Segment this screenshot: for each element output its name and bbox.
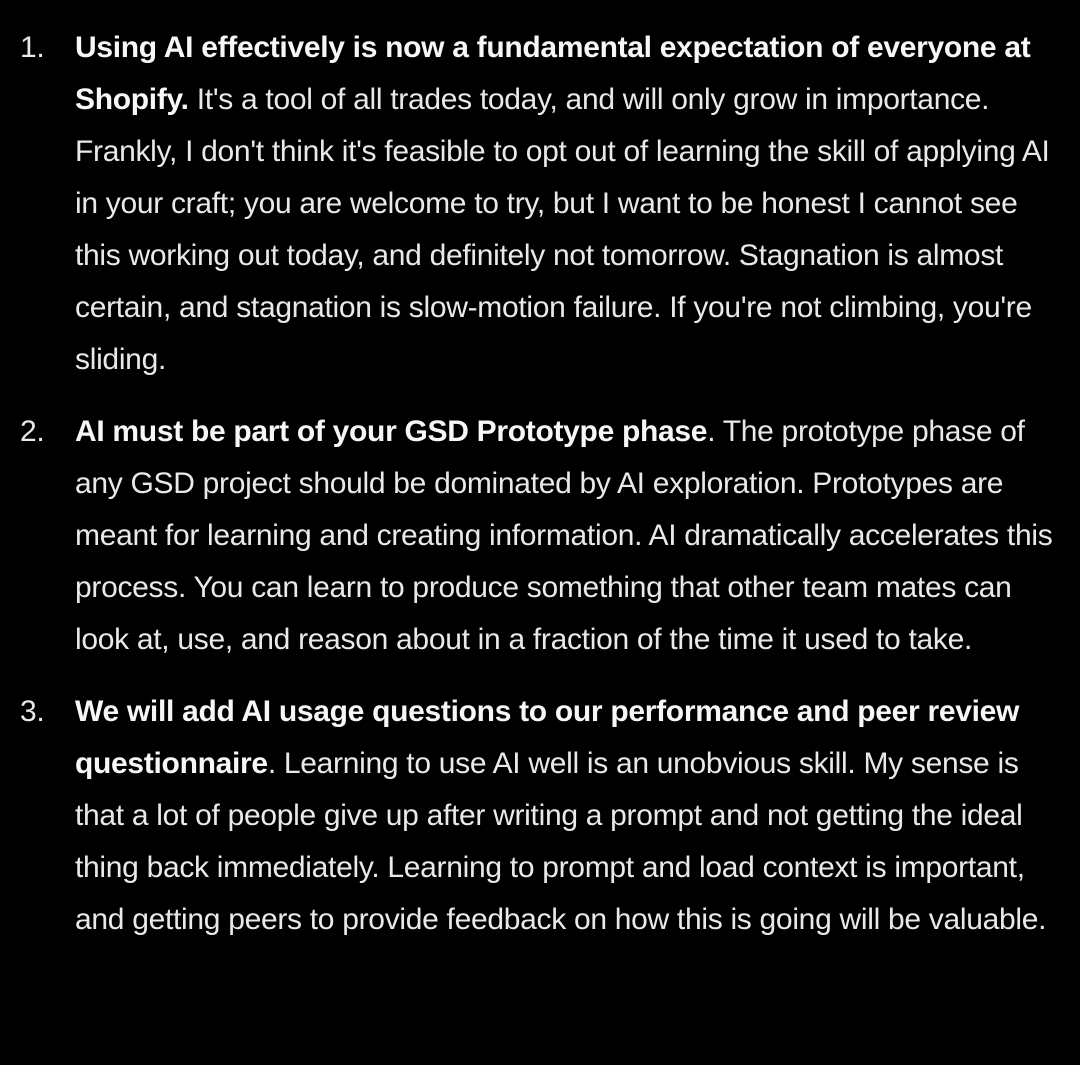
list-item-3 (0, 686, 1066, 946)
item-heading: We will add AI usage questions to our performance and peer review questionnaire (75, 695, 1020, 780)
item-heading: AI must be part of your GSD Prototype phase (75, 415, 708, 448)
list-item-2 (0, 406, 1066, 666)
item-heading: Using AI effectively is now a fundamental expectation of everyone at Shopify. (75, 31, 1031, 116)
item-body: It's a tool of all trades today, and will only grow in importance. Frankly, I don't think it's feasible to opt out of learning the skill of applying AI in your craft; you are welcome to try, but I want to be honest I cannot see this working out today, and definitely not tomorrow. Stagnation is almost certain, and stagnation is slow-motion failure. If you're not climbing, you're sliding. (75, 83, 1050, 376)
list-number: 2. (20, 415, 45, 448)
list-number: 1. (20, 31, 45, 64)
list-number: 3. (20, 695, 45, 728)
item-body: . Learning to use AI well is an unobvious skill. My sense is that a lot of people give up after writing a prompt and not getting the ideal thing back immediately. Learning to prompt and load context is important, and getting peers to provide feedback on how this is going will be valuable. (75, 747, 1047, 936)
list-item-1 (0, 22, 1066, 386)
item-body: . The prototype phase of any GSD project should be dominated by AI exploration. Prototypes are meant for learning and creating information. AI dramatically accelerates this process. You can learn to produce something that other team mates can look at, use, and reason about in a fraction of the time it used to take. (75, 415, 1053, 656)
numbered-list (0, 22, 1066, 946)
